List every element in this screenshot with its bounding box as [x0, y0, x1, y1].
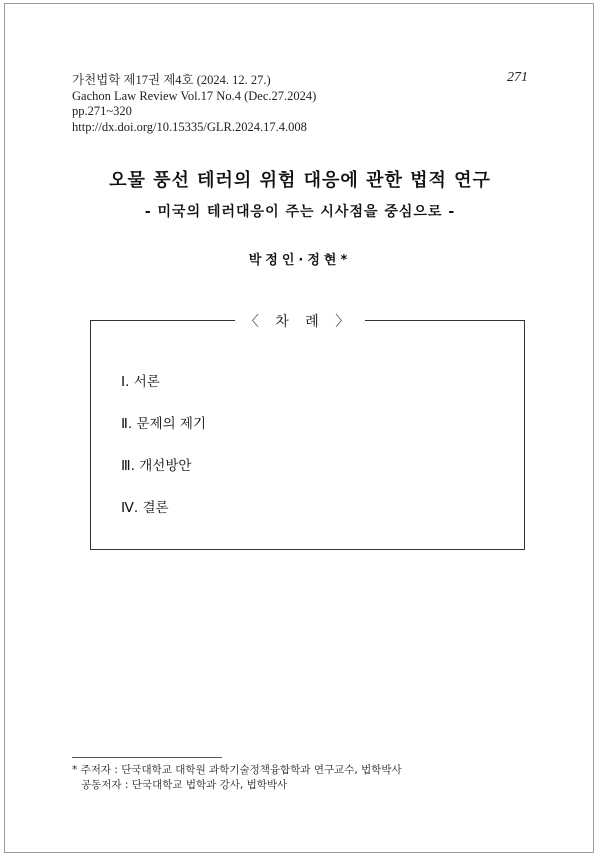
footnote-divider: [72, 757, 222, 758]
page-number: 271: [507, 70, 528, 85]
journal-issue: 가천법학 제17권 제4호 (2024. 12. 27.): [72, 73, 271, 87]
footnote-main-author: * 주저자 : 단국대학교 대학원 과학기술정책융합학과 연구교수, 법학박사: [72, 764, 402, 776]
journal-info: [72, 73, 316, 135]
toc-item-problem[interactable]: Ⅱ. 문제의 제기: [121, 416, 206, 432]
journal-issue-en: Gachon Law Review Vol.17 No.4 (Dec.27.2024): [72, 88, 317, 103]
toc-item-number: Ⅱ: [121, 417, 128, 432]
article-title: 오물 풍선 테러의 위험 대응에 관한 법적 연구: [109, 170, 491, 191]
toc-item-conclusion[interactable]: Ⅳ. 결론: [121, 500, 169, 516]
toc-heading-label: 〈 차 례 〉: [235, 314, 365, 330]
toc-item-label: 개선방안: [139, 458, 192, 474]
footnotes: [72, 763, 402, 793]
toc-item-improvement[interactable]: Ⅲ. 개선방안: [121, 458, 192, 474]
toc-item-label: 결론: [142, 500, 169, 516]
toc-heading: [0, 311, 600, 331]
toc-item-number: Ⅳ: [121, 501, 134, 516]
toc-item-label: 서론: [133, 374, 160, 390]
toc-item-number: Ⅰ: [121, 375, 126, 390]
page-range: pp.271~320: [72, 104, 132, 118]
article-subtitle: - 미국의 테러대응이 주는 시사점을 중심으로 -: [144, 204, 456, 220]
toc-item-label: 문제의 제기: [136, 416, 206, 432]
footnote-co-author: 공동저자 : 단국대학교 법학과 강사, 법학박사: [81, 779, 288, 791]
toc-list: [121, 372, 206, 540]
authors: 박정인·정현*: [248, 253, 352, 268]
toc-item-number: Ⅲ: [121, 459, 131, 474]
toc-item-introduction[interactable]: Ⅰ. 서론: [121, 374, 160, 390]
doi-link[interactable]: http://dx.doi.org/10.15335/GLR.2024.17.4.008: [72, 119, 307, 134]
